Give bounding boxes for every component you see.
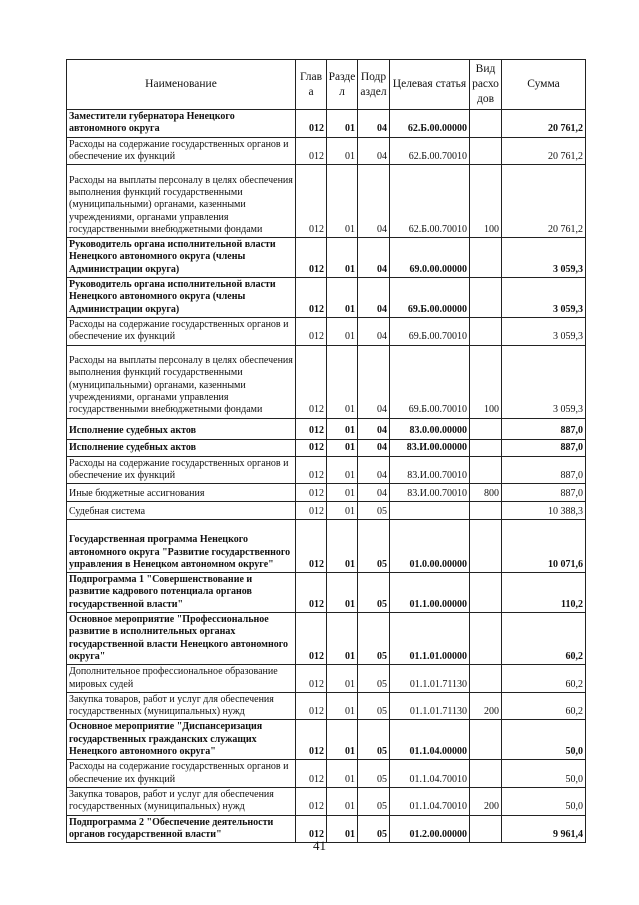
- cell-section: 01: [327, 110, 358, 138]
- table-row: [67, 110, 586, 138]
- cell-target: 62.Б.00.70010: [390, 165, 470, 238]
- cell-chapter: 012: [296, 720, 327, 760]
- cell-type: [470, 520, 502, 573]
- table-row: [67, 439, 586, 456]
- cell-section: 01: [327, 345, 358, 418]
- cell-chapter: 012: [296, 692, 327, 720]
- cell-name: Руководитель органа исполнительной власти Ненецкого автономного округа (члены Администрации округа): [67, 278, 296, 318]
- cell-subsection: 05: [358, 720, 390, 760]
- cell-target: 69.Б.00.00000: [390, 278, 470, 318]
- cell-sum: 20 761,2: [502, 137, 586, 165]
- cell-name: Расходы на выплаты персоналу в целях обеспечения выполнения функций государственными (муниципальными) органами, казенными учреждениями, органами управления государственными внебюджетными фондами: [67, 345, 296, 418]
- table-row: [67, 317, 586, 345]
- cell-type: 800: [470, 484, 502, 502]
- header-name: Наименование: [67, 60, 296, 110]
- cell-chapter: 012: [296, 278, 327, 318]
- cell-chapter: 012: [296, 484, 327, 502]
- cell-section: 01: [327, 613, 358, 665]
- table-row: [67, 692, 586, 720]
- cell-name: Расходы на содержание государственных органов и обеспечение их функций: [67, 760, 296, 788]
- cell-type: [470, 137, 502, 165]
- cell-type: [470, 278, 502, 318]
- cell-sum: 9 961,4: [502, 815, 586, 843]
- cell-target: [390, 502, 470, 520]
- cell-target: 01.2.00.00000: [390, 815, 470, 843]
- cell-target: 01.1.01.71130: [390, 665, 470, 693]
- cell-name: Дополнительное профессиональное образование мировых судей: [67, 665, 296, 693]
- cell-type: 200: [470, 692, 502, 720]
- cell-section: 01: [327, 760, 358, 788]
- cell-type: 100: [470, 165, 502, 238]
- table-row: [67, 720, 586, 760]
- cell-section: 01: [327, 137, 358, 165]
- cell-name: Расходы на содержание государственных органов и обеспечение их функций: [67, 137, 296, 165]
- table-row: [67, 665, 586, 693]
- cell-chapter: 012: [296, 760, 327, 788]
- cell-chapter: 012: [296, 502, 327, 520]
- cell-target: 01.1.01.71130: [390, 692, 470, 720]
- cell-type: 100: [470, 345, 502, 418]
- cell-sum: 3 059,3: [502, 278, 586, 318]
- cell-section: 01: [327, 665, 358, 693]
- cell-type: [470, 317, 502, 345]
- cell-subsection: 04: [358, 165, 390, 238]
- table-row: [67, 520, 586, 573]
- cell-sum: 60,2: [502, 692, 586, 720]
- cell-target: 69.0.00.00000: [390, 238, 470, 278]
- cell-chapter: 012: [296, 573, 327, 613]
- header-target: Целевая статья: [390, 60, 470, 110]
- table-row: [67, 573, 586, 613]
- cell-name: Закупка товаров, работ и услуг для обеспечения государственных (муниципальных) нужд: [67, 787, 296, 815]
- cell-subsection: 04: [358, 456, 390, 484]
- cell-subsection: 04: [358, 345, 390, 418]
- cell-target: 62.Б.00.00000: [390, 110, 470, 138]
- cell-subsection: 04: [358, 137, 390, 165]
- cell-target: 01.0.00.00000: [390, 520, 470, 573]
- header-section: Разде л: [327, 60, 358, 110]
- cell-chapter: 012: [296, 317, 327, 345]
- cell-sum: 887,0: [502, 418, 586, 439]
- cell-target: 69.Б.00.70010: [390, 317, 470, 345]
- cell-chapter: 012: [296, 520, 327, 573]
- cell-subsection: 04: [358, 110, 390, 138]
- cell-type: [470, 418, 502, 439]
- cell-subsection: 05: [358, 613, 390, 665]
- cell-section: 01: [327, 165, 358, 238]
- cell-name: Расходы на выплаты персоналу в целях обеспечения выполнения функций государственными (муниципальными) органами, казенными учреждениями, органами управления государственными внебюджетными фондами: [67, 165, 296, 238]
- cell-sum: 50,0: [502, 720, 586, 760]
- cell-section: 01: [327, 815, 358, 843]
- cell-sum: 60,2: [502, 665, 586, 693]
- cell-name: Исполнение судебных актов: [67, 418, 296, 439]
- table-body: [67, 110, 586, 843]
- cell-section: 01: [327, 573, 358, 613]
- cell-type: [470, 439, 502, 456]
- cell-type: [470, 760, 502, 788]
- cell-sum: 887,0: [502, 484, 586, 502]
- cell-target: 01.1.00.00000: [390, 573, 470, 613]
- cell-subsection: 04: [358, 418, 390, 439]
- cell-sum: 887,0: [502, 456, 586, 484]
- cell-name: Судебная система: [67, 502, 296, 520]
- cell-name: Подпрограмма 1 "Совершенствование и развитие кадрового потенциала органов государственной власти": [67, 573, 296, 613]
- cell-target: 01.1.04.70010: [390, 787, 470, 815]
- cell-name: Исполнение судебных актов: [67, 439, 296, 456]
- cell-section: 01: [327, 502, 358, 520]
- cell-target: 62.Б.00.70010: [390, 137, 470, 165]
- cell-type: [470, 613, 502, 665]
- cell-name: Расходы на содержание государственных органов и обеспечение их функций: [67, 456, 296, 484]
- cell-target: 01.1.04.70010: [390, 760, 470, 788]
- header-sum: Сумма: [502, 60, 586, 110]
- cell-type: [470, 238, 502, 278]
- cell-subsection: 05: [358, 815, 390, 843]
- table-row: [67, 484, 586, 502]
- cell-target: 01.1.01.00000: [390, 613, 470, 665]
- cell-type: [470, 573, 502, 613]
- cell-target: 83.И.00.70010: [390, 456, 470, 484]
- cell-subsection: 05: [358, 573, 390, 613]
- cell-chapter: 012: [296, 456, 327, 484]
- cell-sum: 10 388,3: [502, 502, 586, 520]
- cell-subsection: 04: [358, 439, 390, 456]
- header-chapter: Глав а: [296, 60, 327, 110]
- cell-chapter: 012: [296, 137, 327, 165]
- cell-name: Подпрограмма 2 "Обеспечение деятельности органов государственной власти": [67, 815, 296, 843]
- cell-target: 01.1.04.00000: [390, 720, 470, 760]
- cell-type: [470, 456, 502, 484]
- cell-type: [470, 110, 502, 138]
- cell-type: [470, 665, 502, 693]
- cell-sum: 887,0: [502, 439, 586, 456]
- cell-name: Закупка товаров, работ и услуг для обеспечения государственных (муниципальных) нужд: [67, 692, 296, 720]
- cell-chapter: 012: [296, 815, 327, 843]
- cell-section: 01: [327, 520, 358, 573]
- cell-subsection: 04: [358, 317, 390, 345]
- header-expense-type: Вид расхо дов: [470, 60, 502, 110]
- cell-target: 83.0.00.00000: [390, 418, 470, 439]
- cell-chapter: 012: [296, 439, 327, 456]
- cell-chapter: 012: [296, 238, 327, 278]
- cell-sum: 50,0: [502, 787, 586, 815]
- table-row: [67, 165, 586, 238]
- cell-sum: 50,0: [502, 760, 586, 788]
- cell-section: 01: [327, 238, 358, 278]
- cell-sum: 3 059,3: [502, 345, 586, 418]
- cell-name: Расходы на содержание государственных органов и обеспечение их функций: [67, 317, 296, 345]
- cell-subsection: 05: [358, 692, 390, 720]
- cell-name: Основное мероприятие "Профессиональное развитие в исполнительных органах государственной власти Ненецкого автономного округа": [67, 613, 296, 665]
- cell-subsection: 05: [358, 502, 390, 520]
- cell-section: 01: [327, 787, 358, 815]
- cell-target: 83.И.00.00000: [390, 439, 470, 456]
- cell-chapter: 012: [296, 665, 327, 693]
- table-row: [67, 345, 586, 418]
- table-row: [67, 456, 586, 484]
- cell-target: 83.И.00.70010: [390, 484, 470, 502]
- cell-sum: 60,2: [502, 613, 586, 665]
- cell-sum: 3 059,3: [502, 238, 586, 278]
- cell-chapter: 012: [296, 787, 327, 815]
- cell-section: 01: [327, 456, 358, 484]
- table-row: [67, 418, 586, 439]
- cell-type: 200: [470, 787, 502, 815]
- table-row: [67, 238, 586, 278]
- cell-chapter: 012: [296, 165, 327, 238]
- table-row: [67, 502, 586, 520]
- budget-table: [66, 59, 586, 843]
- cell-section: 01: [327, 278, 358, 318]
- cell-subsection: 04: [358, 484, 390, 502]
- table-row: [67, 278, 586, 318]
- cell-chapter: 012: [296, 345, 327, 418]
- cell-type: [470, 720, 502, 760]
- table-row: [67, 760, 586, 788]
- cell-name: Государственная программа Ненецкого автономного округа "Развитие государственного управления в Ненецком автономном округе": [67, 520, 296, 573]
- table-row: [67, 613, 586, 665]
- cell-sum: 20 761,2: [502, 165, 586, 238]
- cell-section: 01: [327, 720, 358, 760]
- cell-name: Заместители губернатора Ненецкого автономного округа: [67, 110, 296, 138]
- cell-sum: 3 059,3: [502, 317, 586, 345]
- cell-subsection: 04: [358, 238, 390, 278]
- cell-section: 01: [327, 418, 358, 439]
- table-header-row: [67, 60, 586, 110]
- cell-subsection: 05: [358, 520, 390, 573]
- cell-target: 69.Б.00.70010: [390, 345, 470, 418]
- cell-subsection: 05: [358, 787, 390, 815]
- cell-section: 01: [327, 439, 358, 456]
- cell-sum: 20 761,2: [502, 110, 586, 138]
- cell-chapter: 012: [296, 613, 327, 665]
- cell-section: 01: [327, 692, 358, 720]
- cell-sum: 110,2: [502, 573, 586, 613]
- cell-subsection: 05: [358, 760, 390, 788]
- cell-chapter: 012: [296, 418, 327, 439]
- cell-section: 01: [327, 317, 358, 345]
- cell-chapter: 012: [296, 110, 327, 138]
- cell-name: Руководитель органа исполнительной власти Ненецкого автономного округа (члены Администрации округа): [67, 238, 296, 278]
- cell-subsection: 04: [358, 278, 390, 318]
- cell-name: Иные бюджетные ассигнования: [67, 484, 296, 502]
- table-row: [67, 787, 586, 815]
- cell-name: Основное мероприятие "Диспансеризация государственных гражданских служащих Ненецкого автономного округа": [67, 720, 296, 760]
- header-subsection: Подр аздел: [358, 60, 390, 110]
- cell-sum: 10 071,6: [502, 520, 586, 573]
- table-row: [67, 137, 586, 165]
- cell-type: [470, 502, 502, 520]
- cell-subsection: 05: [358, 665, 390, 693]
- cell-section: 01: [327, 484, 358, 502]
- page-number: 41: [313, 838, 326, 853]
